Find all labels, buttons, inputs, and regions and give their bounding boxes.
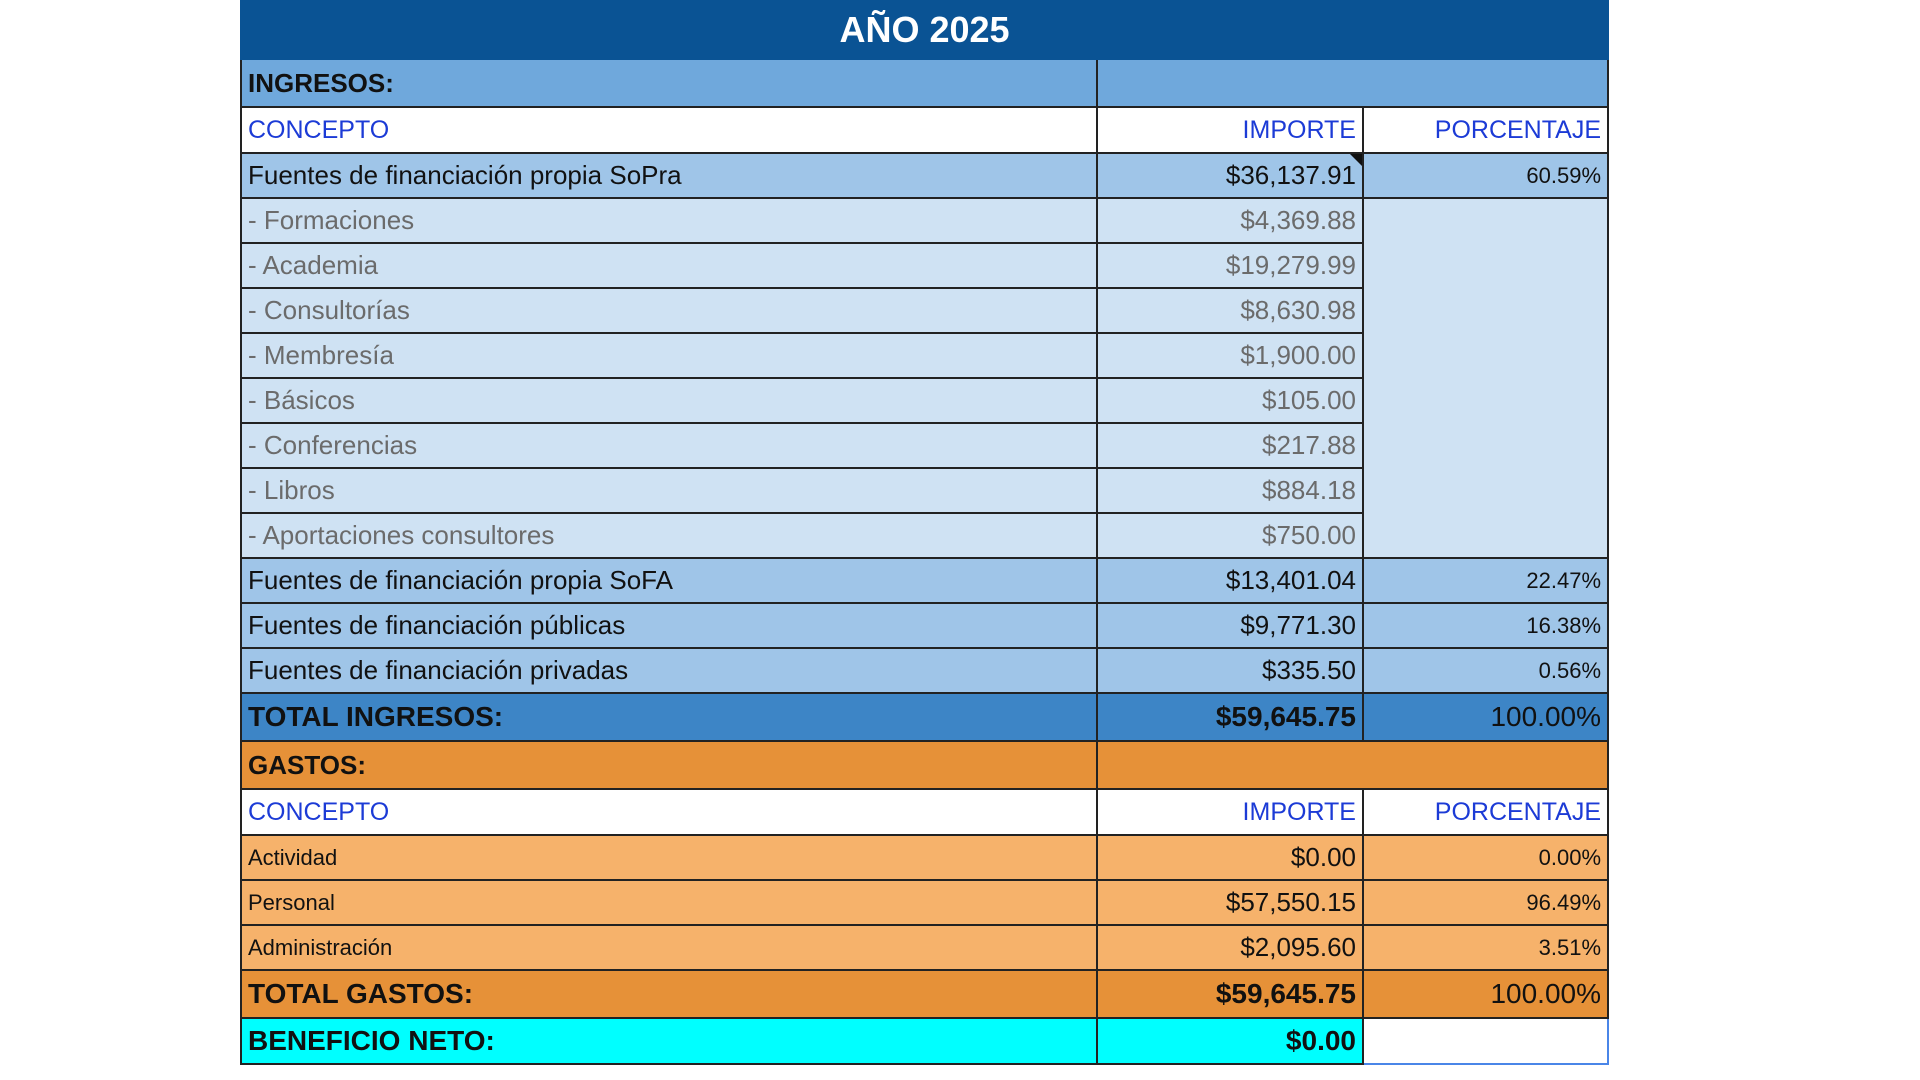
expense-section-row (241, 741, 1608, 789)
comment-indicator-icon[interactable] (1350, 154, 1362, 166)
percent-cell[interactable]: 60.59% (1363, 153, 1608, 198)
amount-value: $36,137.91 (1225, 160, 1356, 190)
amount-cell[interactable]: $9,771.30 (1097, 603, 1363, 648)
header-concepto[interactable]: CONCEPTO (241, 789, 1097, 835)
income-subrow (241, 333, 1608, 378)
total-percent[interactable]: 100.00% (1363, 970, 1608, 1018)
concept-cell[interactable]: - Consultorías (241, 288, 1097, 333)
percent-cell[interactable]: 0.56% (1363, 648, 1608, 693)
percent-cell[interactable]: 16.38% (1363, 603, 1608, 648)
cell[interactable] (1363, 198, 1608, 243)
amount-cell[interactable]: $4,369.88 (1097, 198, 1363, 243)
concept-cell[interactable]: - Formaciones (241, 198, 1097, 243)
amount-cell[interactable]: $884.18 (1097, 468, 1363, 513)
income-section-row (241, 59, 1608, 107)
expense-header-row (241, 789, 1608, 835)
concept-cell[interactable]: Actividad (241, 835, 1097, 880)
amount-cell[interactable]: $217.88 (1097, 423, 1363, 468)
header-importe[interactable]: IMPORTE (1097, 107, 1363, 153)
income-row-private (241, 648, 1608, 693)
concept-cell[interactable]: Administración (241, 925, 1097, 970)
total-amount[interactable]: $59,645.75 (1097, 693, 1363, 741)
income-subrow (241, 288, 1608, 333)
percent-cell[interactable]: 22.47% (1363, 558, 1608, 603)
concept-cell[interactable]: - Básicos (241, 378, 1097, 423)
header-porcentaje[interactable]: PORCENTAJE (1363, 107, 1608, 153)
concept-cell[interactable]: Fuentes de financiación privadas (241, 648, 1097, 693)
income-subrow (241, 513, 1608, 558)
income-subrow (241, 198, 1608, 243)
cell[interactable] (1363, 288, 1608, 333)
concept-cell[interactable]: - Membresía (241, 333, 1097, 378)
income-row-sofa (241, 558, 1608, 603)
total-label[interactable]: TOTAL GASTOS: (241, 970, 1097, 1018)
expense-row-actividad (241, 835, 1608, 880)
percent-cell[interactable]: 3.51% (1363, 925, 1608, 970)
income-subrow (241, 468, 1608, 513)
concept-cell[interactable]: Fuentes de financiación públicas (241, 603, 1097, 648)
cell[interactable] (1363, 513, 1608, 558)
total-amount[interactable]: $59,645.75 (1097, 970, 1363, 1018)
amount-cell[interactable]: $335.50 (1097, 648, 1363, 693)
income-subrow (241, 423, 1608, 468)
cell[interactable] (1363, 468, 1608, 513)
amount-cell[interactable]: $0.00 (1097, 835, 1363, 880)
concept-cell[interactable]: - Aportaciones consultores (241, 513, 1097, 558)
amount-cell[interactable] (1097, 153, 1363, 198)
income-section-label[interactable]: INGRESOS: (241, 59, 1097, 107)
header-concepto[interactable]: CONCEPTO (241, 107, 1097, 153)
cell[interactable] (1363, 243, 1608, 288)
income-total-row (241, 693, 1608, 741)
budget-table (240, 0, 1609, 1065)
income-subrow (241, 378, 1608, 423)
income-row-sopra (241, 153, 1608, 198)
net-profit-label[interactable]: BENEFICIO NETO: (241, 1018, 1097, 1064)
cell[interactable] (1097, 741, 1608, 789)
concept-cell[interactable]: - Conferencias (241, 423, 1097, 468)
amount-cell[interactable]: $750.00 (1097, 513, 1363, 558)
concept-cell[interactable]: Personal (241, 880, 1097, 925)
expense-row-personal (241, 880, 1608, 925)
amount-cell[interactable]: $57,550.15 (1097, 880, 1363, 925)
net-profit-amount[interactable]: $0.00 (1097, 1018, 1363, 1064)
expense-row-administracion (241, 925, 1608, 970)
title-row (241, 1, 1608, 59)
amount-cell[interactable]: $19,279.99 (1097, 243, 1363, 288)
total-label[interactable]: TOTAL INGRESOS: (241, 693, 1097, 741)
expense-total-row (241, 970, 1608, 1018)
header-porcentaje[interactable]: PORCENTAJE (1363, 789, 1608, 835)
cell[interactable] (1363, 378, 1608, 423)
concept-cell[interactable]: - Academia (241, 243, 1097, 288)
amount-cell[interactable]: $2,095.60 (1097, 925, 1363, 970)
percent-cell[interactable]: 96.49% (1363, 880, 1608, 925)
concept-cell[interactable]: Fuentes de financiación propia SoPra (241, 153, 1097, 198)
amount-cell[interactable]: $8,630.98 (1097, 288, 1363, 333)
concept-cell[interactable]: Fuentes de financiación propia SoFA (241, 558, 1097, 603)
amount-cell[interactable]: $13,401.04 (1097, 558, 1363, 603)
net-profit-row (241, 1018, 1608, 1064)
amount-cell[interactable]: $105.00 (1097, 378, 1363, 423)
cell[interactable] (1363, 333, 1608, 378)
concept-cell[interactable]: - Libros (241, 468, 1097, 513)
expense-section-label[interactable]: GASTOS: (241, 741, 1097, 789)
income-row-public (241, 603, 1608, 648)
selected-cell[interactable] (1363, 1018, 1608, 1064)
total-percent[interactable]: 100.00% (1363, 693, 1608, 741)
percent-cell[interactable]: 0.00% (1363, 835, 1608, 880)
year-title[interactable]: AÑO 2025 (241, 1, 1608, 59)
amount-cell[interactable]: $1,900.00 (1097, 333, 1363, 378)
income-header-row (241, 107, 1608, 153)
income-subrow (241, 243, 1608, 288)
cell[interactable] (1363, 423, 1608, 468)
cell[interactable] (1097, 59, 1608, 107)
header-importe[interactable]: IMPORTE (1097, 789, 1363, 835)
